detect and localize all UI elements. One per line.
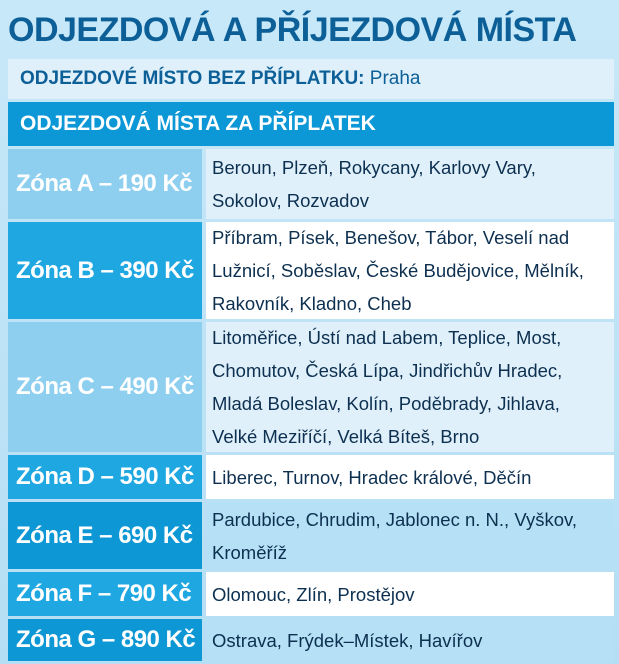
zone-places: Litoměřice, Ústí nad Labem, Teplice, Most, Chomutov, Česká Lípa, Jindřichův Hradec, Mladá Boleslav, Kolín, Poděbrady, Jihlava, Velké Meziříčí, Velká Bíteš, Brno (206, 322, 614, 452)
free-departure-label: ODJEZDOVÉ MÍSTO BEZ PŘÍPLATKU: (20, 68, 365, 89)
zone-name: Zóna B – 390 Kč (8, 222, 202, 319)
zone-name: Zóna E – 690 Kč (8, 502, 202, 569)
zone-name: Zóna D – 590 Kč (8, 455, 202, 499)
zone-places: Beroun, Plzeň, Rokycany, Karlovy Vary, Sokolov, Rozvadov (206, 149, 614, 219)
zone-row-f (8, 572, 614, 616)
free-departure-row (8, 59, 614, 99)
free-departure-value: Praha (364, 68, 421, 89)
zone-name: Zóna A – 190 Kč (8, 149, 202, 219)
zone-row-e (8, 502, 614, 569)
surcharge-header: ODJEZDOVÁ MÍSTA ZA PŘÍPLATEK (8, 102, 614, 146)
page-title: ODJEZDOVÁ A PŘÍJEZDOVÁ MÍSTA (8, 11, 577, 49)
zone-row-d (8, 455, 614, 499)
zone-name: Zóna F – 790 Kč (8, 572, 202, 616)
zone-row-c (8, 322, 614, 452)
zone-places: Pardubice, Chrudim, Jablonec n. N., Vyškov, Kroměříž (206, 502, 614, 569)
zone-places: Liberec, Turnov, Hradec králové, Děčín (206, 455, 614, 499)
zone-row-g (8, 619, 614, 661)
zone-places: Olomouc, Zlín, Prostějov (206, 572, 614, 616)
zone-name: Zóna G – 890 Kč (8, 619, 202, 661)
zone-places: Ostrava, Frýdek–Místek, Havířov (206, 619, 614, 661)
zone-name: Zóna C – 490 Kč (8, 322, 202, 452)
zone-places: Příbram, Písek, Benešov, Tábor, Veselí nad Lužnicí, Soběslav, České Budějovice, Mělník, Rakovník, Kladno, Cheb (206, 222, 614, 319)
zone-row-b (8, 222, 614, 319)
zone-row-a (8, 149, 614, 219)
